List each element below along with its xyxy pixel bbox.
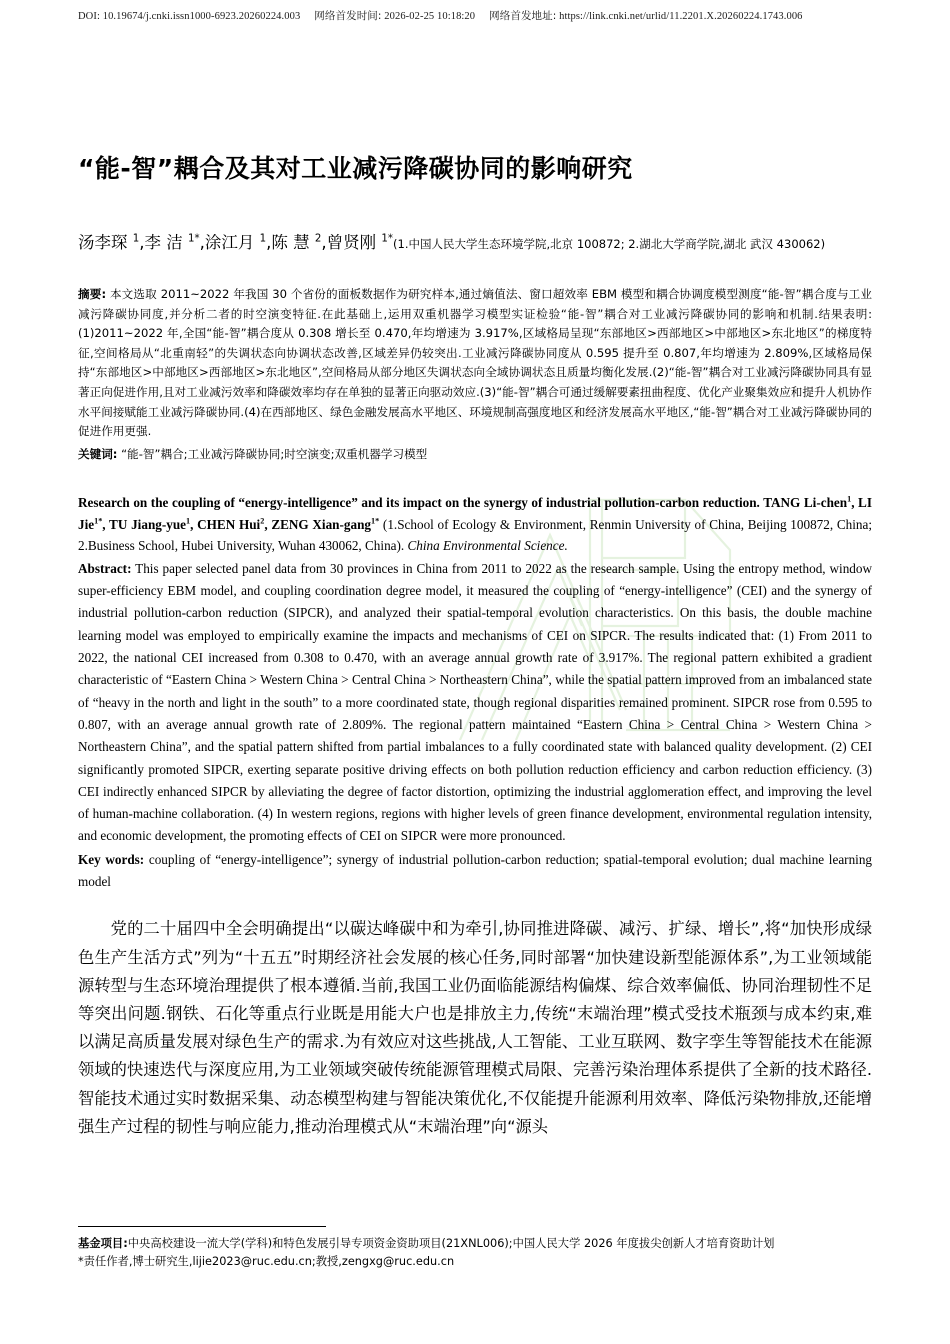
online-time-label: 网络首发时间: [314, 10, 382, 22]
author-names-chinese: 汤李琛 $^1$,李 洁 $^{1*}$,涂江月 $^1$,陈 慧 $^2$,曾贤刚 $^{1*}$ [78, 233, 394, 252]
online-url-field [489, 11, 802, 22]
page-title: “能-智”耦合及其对工业减污降碳协同的影响研究 [78, 154, 633, 183]
keywords-english-text: coupling of “energy-intelligence”; synergy of industrial pollution-carbon reduction; spatial-temporal evolution; dual machine learning model [78, 851, 873, 889]
affiliation-chinese: (1.中国人民大学生态环境学院,北京 100872; 2.湖北大学商学院,湖北 武汉 430062) [393, 237, 826, 251]
journal-name: China Environmental Science. [407, 538, 568, 554]
keywords-english [78, 849, 872, 894]
online-url-value: https://link.cnki.net/urlid/11.2201.X.20260224.1743.006 [559, 11, 803, 22]
abstract-english-label: Abstract: [78, 560, 132, 576]
abstract-chinese-text: 本文选取 2011~2022 年我国 30 个省份的面板数据作为研究样本,通过熵值法、窗口超效率 EBM 模型和耦合协调度模型测度“能-智”耦合度与工业减污降碳协同度,并分析二者的时空演变特征.在此基础上,运用双重机器学习模型实证检验“能-智”耦合对工业减污降碳协同的影响和机制.结果表明:(1)2011~2022 年,全国“能-智”耦合度从 0.308 增长至 0.470,年均增速为 3.917%,区域格局呈现“东部地区>西部地区>中部地区>东北地区”的梯度特征,空间格局从“北重南轻”的失调状态向协调状态改善,区域差异仍较突出.工业减污降碳协同度从 0.595 提升至 0.807,年均增速为 2.809%,区域格局保持“东部地区>中部地区>西部地区>东北地区”,空间格局从部分地区失调状态向全域协调状态且质量均衡化发展.(2)“能-智”耦合对工业减污降碳协同具有显著正向促进作用,且对工业减污效率和降碳效率均存在单独的显著正向驱动效应.(3)“能-智”耦合可通过缓解要素扭曲程度、优化产业聚集效应和提升人机协作水平间接赋能工业减污降碳协同.(4)在西部地区、绿色金融发展高水平地区、环境规制高强度地区和经济发展高水平地区,“能-智”耦合对工业减污降碳协同的促进作用更强. [78, 287, 872, 439]
abstract-english-text: This paper selected panel data from 30 provinces in China from 2011 to 2022 as the research sample. Using the entropy method, window super-efficiency EBM model, and coupling coordination degree model, it measured the coupling of “energy-intelligence” (CEI) and the synergy of industrial pollution-carbon reduction (SIPCR), and analyzed their spatial-temporal evolution characteristics. On this basis, the double machine learning model was employed to empirically examine the impacts and mechanisms of CEI on SIPCR. The results indicated that: (1) From 2011 to 2022, the national CEI increased from 0.308 to 0.470, with an average annual growth rate of 3.917%. The regional pattern exhibited a gradient characteristic of “Eastern China > Western China > Central China > Northeastern China”, while the spatial pattern improved from an imbalanced state of “heavy in the north and light in the south” to a more coordinated state, though regional disparities remained prominent. SIPCR rose from 0.595 to 0.807, with an average annual growth rate of 2.809%. The regional pattern maintained “Eastern China > Central China > Western China > Northeastern China”, and the spatial pattern shifted from partial imbalances to a fully coordinated state with balanced quality development. (2) CEI significantly promoted SIPCR, exerting separate positive driving effects on both pollution reduction efficiency and carbon reduction efficiency. (3) CEI indirectly enhanced SIPCR by alleviating the degree of factor distortion, optimizing the industrial agglomeration effect, and improving the level of human-machine collaboration. (4) In western regions, regions with higher levels of green finance development, environmental regulation intensity, and economic development, the promoting effects of CEI on SIPCR were more pronounced. [78, 560, 872, 844]
online-time-value: 2026-02-25 10:18:20 [384, 11, 476, 22]
keywords-english-label: Key words: [78, 851, 145, 867]
abstract-chinese [78, 285, 872, 442]
doi-field [78, 11, 300, 22]
document-header-metadata [78, 0, 872, 24]
title-english: Research on the coupling of “energy-intelligence” and its impact on the synergy of industrial pollution-carbon reduction. [78, 495, 760, 511]
body-paragraph-1: 党的二十届四中全会明确提出“以碳达峰碳中和为牵引,协同推进降碳、减污、扩绿、增长”,将“加快形成绿色生产生活方式”列为“十五五”时期经济社会发展的核心任务,同时部署“加快建设新型能源体系”,为工业领域能源转型与生态环境治理提供了根本遵循.当前,我国工业仍面临能源结构偏煤、综合效率偏低、协同治理韧性不足等突出问题.钢铁、石化等重点行业既是用能大户也是排放主力,传统“末端治理”模式受技术瓶颈与成本约束,难以满足高质量发展对绿色生产的需求.为有效应对这些挑战,人工智能、工业互联网、数字孪生等智能技术在能源领域的快速迭代与深度应用,为工业领域突破传统能源管理模式局限、完善污染治理体系提供了全新的技术路径.智能技术通过实时数据采集、动态模型构建与智能决策优化,不仅能提升能源利用效率、降低污染物排放,还能增强生产过程的韧性与响应能力,推动治理模式从“末端治理”向“源头 [78, 919, 872, 1136]
doi-value: 10.19674/j.cnki.issn1000-6923.20260224.003 [102, 11, 301, 22]
affiliation-english: (1.School of Ecology & Environment, Renmin University of China, Beijing 100872, China; 2.Business School, Hubei University, Wuhan 430062, China). [78, 516, 873, 554]
keywords-chinese-label: 关键词: [78, 446, 118, 461]
authors-chinese [78, 228, 872, 259]
abstract-english [78, 558, 872, 848]
footnote-block [78, 1226, 872, 1271]
keywords-chinese-text: “能-智”耦合;工业减污降碳协同;时空演变;双重机器学习模型 [121, 446, 428, 461]
online-url-label: 网络首发地址: [489, 10, 557, 22]
fund-project-text: 中央高校建设一流大学(学科)和特色发展引导专项资金资助项目(21XNL006);中国人民大学 2026 年度拔尖创新人才培育资助计划 [127, 1237, 775, 1250]
abstract-chinese-label: 摘要: [78, 287, 107, 301]
authors-english: TANG Li-chen$^1$, LI Jie$^{1*}$, TU Jiang-yue$^1$, CHEN Hui$^2$, ZENG Xian-gang$^{1*}$ [78, 494, 872, 532]
keywords-chinese [78, 445, 872, 465]
doi-label: DOI: [78, 11, 100, 22]
title-english-block [78, 492, 872, 557]
corresponding-author-line: *责任作者,博士研究生,lijie2023@ruc.edu.cn;教授,zengxg@ruc.edu.cn [78, 1255, 455, 1268]
online-time-field [314, 11, 475, 22]
fund-project-line [78, 1235, 872, 1253]
fund-project-label: 基金项目: [78, 1237, 128, 1250]
footnote-divider [78, 1226, 326, 1227]
